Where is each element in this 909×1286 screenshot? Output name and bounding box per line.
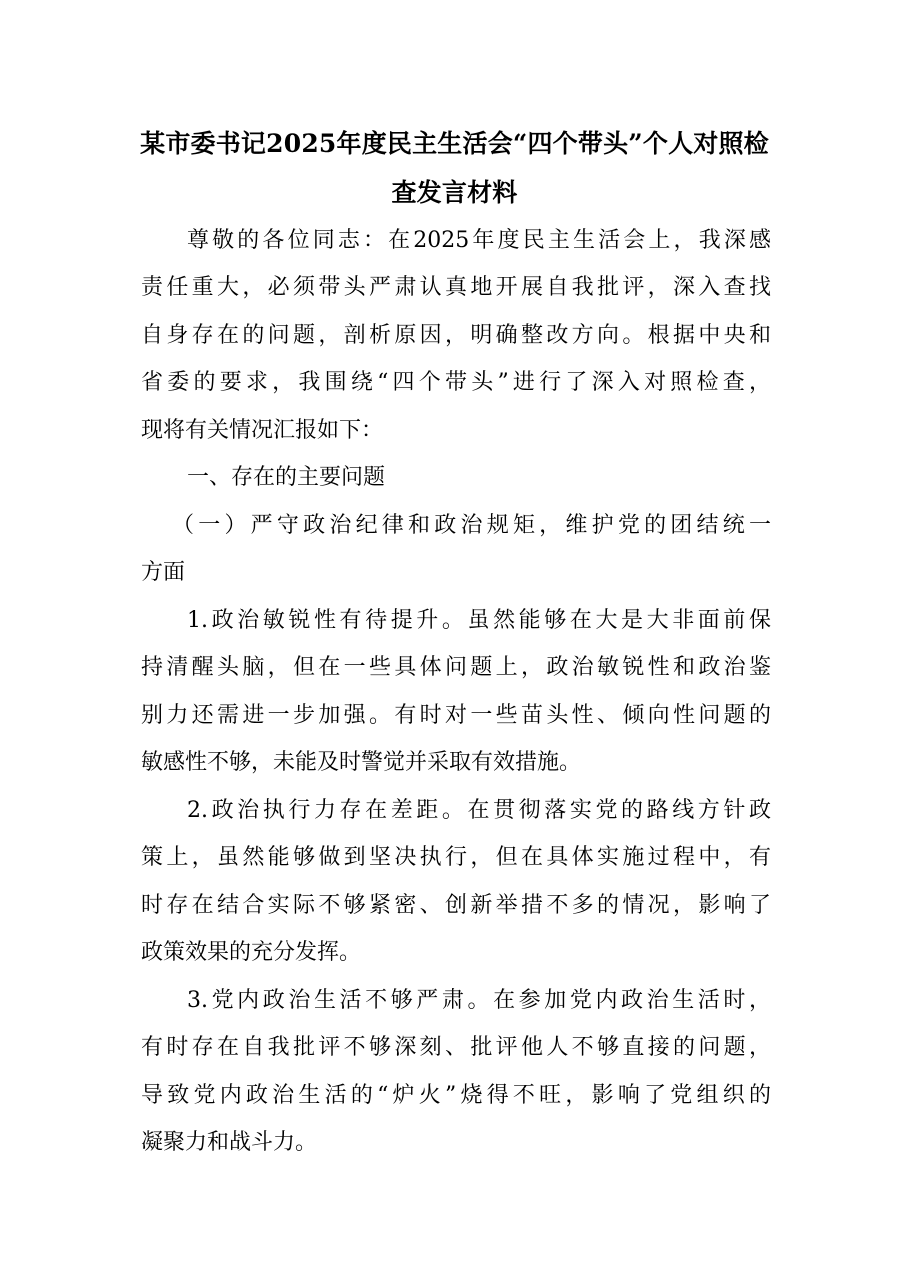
paragraph-line: 有时存在自我批评不够深刻、批评他人不够直接的问题，	[141, 1035, 771, 1060]
paragraph-line: 3.党内政治生活不够严肃。在参加党内政治生活时，	[187, 988, 771, 1013]
paragraph-line: 2.政治执行力存在差距。在贯彻落实党的路线方针政	[187, 798, 771, 823]
paragraph-line: 现将有关情况汇报如下：	[141, 418, 384, 443]
paragraph-line: 尊敬的各位同志：在2025年度民主生活会上，我深感	[187, 228, 771, 253]
paragraph-line: 1.政治敏锐性有待提升。虽然能够在大是大非面前保	[187, 608, 771, 633]
subsection-heading: 方面	[141, 560, 186, 585]
paragraph-line: 政策效果的充分发挥。	[141, 940, 362, 965]
paragraph-line: 责任重大，必须带头严肃认真地开展自我批评，深入查找	[141, 275, 771, 300]
paragraph-line: 敏感性不够，未能及时警觉并采取有效措施。	[141, 750, 582, 775]
section-heading: 一、存在的主要问题	[187, 465, 386, 490]
document-title-line-2: 查发言材料	[391, 178, 518, 207]
paragraph-line: 省委的要求，我围绕“四个带头”进行了深入对照检查，	[141, 370, 771, 395]
paragraph-line: 凝聚力和战斗力。	[141, 1130, 318, 1155]
paragraph-line: 时存在结合实际不够紧密、创新举措不多的情况，影响了	[141, 893, 771, 918]
paragraph-line: 导致党内政治生活的“炉火”烧得不旺，影响了党组织的	[141, 1083, 771, 1108]
paragraph-line: 别力还需进一步加强。有时对一些苗头性、倾向性问题的	[141, 703, 771, 728]
paragraph-line: 策上，虽然能够做到坚决执行，但在具体实施过程中，有	[141, 845, 771, 870]
paragraph-line: 持清醒头脑，但在一些具体问题上，政治敏锐性和政治鉴	[141, 655, 771, 680]
document-title-line-1: 某市委书记2025年度民主生活会“四个带头”个人对照检	[140, 129, 769, 158]
paragraph-line: 自身存在的问题，剖析原因，明确整改方向。根据中央和	[141, 323, 771, 348]
subsection-heading: （一）严守政治纪律和政治规矩，维护党的团结统一	[172, 513, 771, 538]
